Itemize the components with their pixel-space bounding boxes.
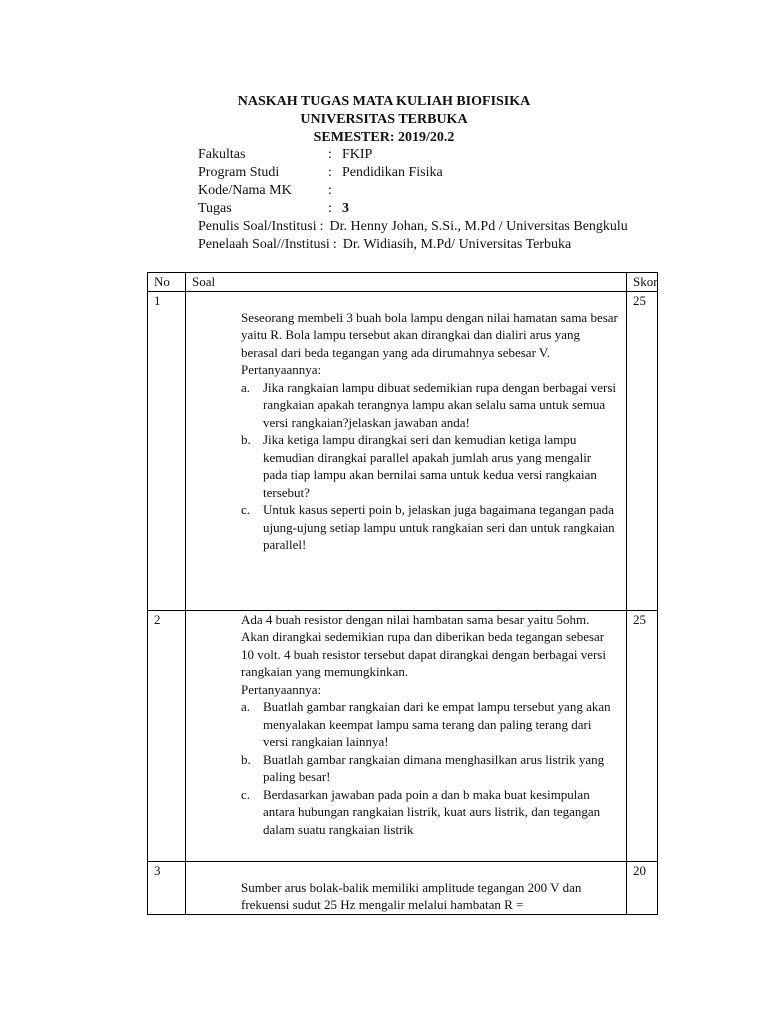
question-intro: Ada 4 buah resistor dengan nilai hambatan sama besar yaitu 5ohm. Akan dirangkai sedemikian rupa dan diberikan beda tegangan sebesar 10 volt. 4 buah resistor tersebut dapat dirangkai dengan berbagai versi rangkaian yang memungkinkan.: [241, 611, 606, 679]
info-row-penelaah: [198, 236, 628, 254]
info-label: Penulis Soal/Institusi: [198, 219, 317, 234]
table-row: [148, 610, 658, 861]
doc-title: NASKAH TUGAS MATA KULIAH BIOFISIKA: [237, 94, 531, 109]
question-intro: Sumber arus bolak-balik memiliki amplitude tegangan 200 V dan frekuensi sudut 25 Hz mengalir melalui hambatan R =: [241, 879, 582, 912]
info-value: Dr. Henny Johan, S.Si., M.Pd / Universitas Bengkulu: [329, 219, 628, 234]
list-item: [241, 501, 618, 554]
document-header: [0, 93, 768, 147]
option-list: [241, 379, 618, 554]
info-row-prodi: [198, 164, 628, 182]
info-separator: :: [328, 183, 332, 198]
course-info: [198, 146, 628, 254]
option-text: Buatlah gambar rangkaian dimana menghasilkan arus listrik yang paling besar!: [263, 751, 605, 784]
university-name: UNIVERSITAS TERBUKA: [300, 112, 468, 127]
info-value: Dr. Widiasih, M.Pd/ Universitas Terbuka: [342, 237, 572, 252]
info-value: FKIP: [342, 147, 373, 162]
row-number: 1: [148, 291, 186, 610]
option-marker: c.: [241, 786, 251, 802]
header-soal: Soal: [186, 273, 627, 292]
info-separator: :: [319, 219, 324, 234]
list-item: [241, 751, 618, 786]
table-row: [148, 861, 658, 914]
table-header-row: [148, 273, 658, 292]
score-cell: 20: [627, 861, 658, 914]
info-separator: :: [328, 165, 332, 180]
option-text: Jika rangkaian lampu dibuat sedemikian rupa dengan berbagai versi rangkaian apakah terangnya lampu akan selalu sama untuk semua versi rangkaian?jelaskan jawaban anda!: [263, 379, 617, 430]
question-table: [147, 272, 658, 915]
option-text: Untuk kasus seperti poin b, jelaskan juga bagaimana tegangan pada ujung-ujung setiap lampu untuk rangkaian seri dan untuk rangkaian parallel!: [263, 502, 615, 552]
option-list: [241, 698, 618, 838]
info-row-penulis: [198, 218, 628, 236]
row-number: 2: [148, 610, 186, 861]
score-cell: 25: [627, 610, 658, 861]
header-no: No: [148, 273, 186, 292]
info-row-tugas: [198, 200, 628, 218]
option-text: Jika ketiga lampu dirangkai seri dan kemudian ketiga lampu kemudian dirangkai parallel apakah jumlah arus yang mengalir pada tiap lampu akan bernilai sama untuk kedua versi rangkaian tersebut?: [263, 432, 597, 500]
question-intro: Seseorang membeli 3 buah bola lampu dengan nilai hamatan sama besar yaitu R. Bola lampu tersebut akan dirangkai dan dialiri arus yang berasal dari beda tegangan yang ada dirumahnya sebesar V.: [241, 309, 618, 360]
question-label: Pertanyaannya:: [241, 362, 322, 377]
option-text: Buatlah gambar rangkaian dari ke empat lampu tersebut yang akan menyalakan keempat lampu sama terang dan paling terang dari versi rangkaian lainnya!: [263, 699, 611, 749]
info-separator: :: [328, 147, 332, 162]
option-marker: a.: [241, 699, 251, 714]
list-item: [241, 698, 618, 751]
question-cell: [186, 610, 627, 861]
header-skor: Skor: [627, 273, 658, 292]
info-label: Program Studi: [198, 165, 280, 180]
info-label: Kode/Nama MK: [198, 183, 292, 198]
score-cell: 25: [627, 291, 658, 610]
info-row-fakultas: [198, 146, 628, 164]
option-marker: b.: [241, 751, 251, 767]
info-value: 3: [342, 201, 349, 216]
info-separator: :: [332, 237, 337, 252]
list-item: [241, 786, 618, 839]
question-label: Pertanyaannya:: [241, 681, 322, 697]
info-label: Fakultas: [198, 147, 246, 162]
option-marker: b.: [241, 432, 251, 447]
option-text: Berdasarkan jawaban pada poin a dan b maka buat kesimpulan antara hubungan rangkaian listrik, kuat aurs listrik, dan tegangan dalam suatu rangkaian listrik: [263, 786, 601, 837]
list-item: [241, 379, 618, 432]
semester-label: SEMESTER: 2019/20.2: [313, 130, 455, 145]
info-value: Pendidikan Fisika: [342, 165, 443, 180]
list-item: [241, 431, 618, 501]
question-cell: [186, 291, 627, 610]
info-label: Tugas: [198, 201, 232, 216]
info-label: Penelaah Soal//Institusi: [198, 237, 330, 252]
table-row: [148, 291, 658, 610]
info-row-kode: [198, 182, 628, 200]
option-marker: a.: [241, 379, 251, 395]
question-cell: [186, 861, 627, 914]
info-separator: :: [328, 201, 332, 216]
row-number: 3: [148, 861, 186, 914]
option-marker: c.: [241, 502, 251, 517]
